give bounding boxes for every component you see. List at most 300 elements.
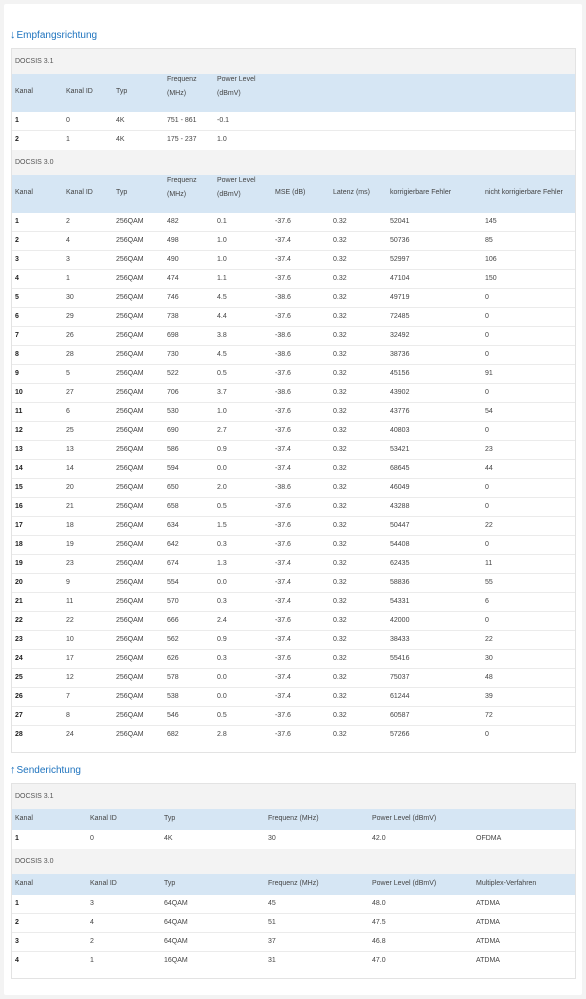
table-cell: 0.32 bbox=[333, 389, 347, 396]
table-cell: 38736 bbox=[390, 351, 410, 358]
table-cell: 490 bbox=[167, 256, 179, 263]
table-cell: -38.6 bbox=[275, 351, 291, 358]
col-header: Kanal bbox=[15, 88, 33, 95]
table-header-row bbox=[12, 809, 575, 830]
table-row bbox=[12, 384, 575, 403]
table-cell: 25 bbox=[15, 674, 23, 681]
table-cell: 27 bbox=[15, 712, 23, 719]
table-cell: 4 bbox=[66, 237, 70, 244]
table-row bbox=[12, 707, 575, 726]
table-cell: 40803 bbox=[390, 427, 410, 434]
table-cell: -37.4 bbox=[275, 636, 291, 643]
table-row bbox=[12, 112, 575, 131]
table-row bbox=[12, 650, 575, 669]
table-cell: 751 - 861 bbox=[167, 117, 197, 124]
col-header: Power Level (dBmV) bbox=[372, 880, 437, 887]
table-cell: 9 bbox=[66, 579, 70, 586]
table-cell: 32492 bbox=[390, 332, 410, 339]
table-cell: 10 bbox=[66, 636, 74, 643]
table-cell: 14 bbox=[15, 465, 23, 472]
table-cell: -37.6 bbox=[275, 275, 291, 282]
table-cell: 682 bbox=[167, 731, 179, 738]
table-cell: 46.8 bbox=[372, 938, 386, 945]
table-cell: 6 bbox=[66, 408, 70, 415]
table-cell: 256QAM bbox=[116, 579, 144, 586]
col-header: Typ bbox=[164, 880, 176, 887]
col-header: Kanal bbox=[15, 815, 33, 822]
table-cell: 586 bbox=[167, 446, 179, 453]
table-cell: 85 bbox=[485, 237, 493, 244]
table-cell: 31 bbox=[268, 957, 276, 964]
table-cell: 0.32 bbox=[333, 427, 347, 434]
table-cell: 22 bbox=[15, 617, 23, 624]
table-cell: 72485 bbox=[390, 313, 410, 320]
table-cell: 20 bbox=[15, 579, 23, 586]
table-cell: 0.32 bbox=[333, 446, 347, 453]
upstream-heading bbox=[10, 764, 81, 777]
table-cell: 175 - 237 bbox=[167, 136, 197, 143]
table-cell: 0 bbox=[485, 313, 489, 320]
table-cell: 49719 bbox=[390, 294, 410, 301]
table-cell: 0.32 bbox=[333, 522, 347, 529]
table-cell: 48 bbox=[485, 674, 493, 681]
table-cell: 17 bbox=[15, 522, 23, 529]
table-cell: 51 bbox=[268, 919, 276, 926]
table-cell: 68645 bbox=[390, 465, 410, 472]
table-cell: 42.0 bbox=[372, 835, 386, 842]
table-cell: 24 bbox=[15, 655, 23, 662]
table-cell: 28 bbox=[15, 731, 23, 738]
table-cell: 8 bbox=[66, 712, 70, 719]
table-cell: 256QAM bbox=[116, 370, 144, 377]
table-cell: 674 bbox=[167, 560, 179, 567]
col-header: nicht korrigierbare Fehler bbox=[485, 189, 563, 196]
table-cell: 1.1 bbox=[217, 275, 227, 282]
table-cell: 5 bbox=[15, 294, 19, 301]
table-cell: -37.6 bbox=[275, 712, 291, 719]
col-header: Frequenz (MHz) bbox=[268, 880, 319, 887]
table-cell: 5 bbox=[66, 370, 70, 377]
arrow-down-icon: ↓ bbox=[10, 29, 16, 41]
table-cell: 482 bbox=[167, 218, 179, 225]
table-cell: 256QAM bbox=[116, 655, 144, 662]
table-cell: 42000 bbox=[390, 617, 410, 624]
docsis30-downstream-rows bbox=[12, 213, 575, 745]
table-cell: 26 bbox=[15, 693, 23, 700]
table-cell: 3 bbox=[90, 900, 94, 907]
table-cell: 0.32 bbox=[333, 674, 347, 681]
table-cell: 22 bbox=[485, 522, 493, 529]
table-cell: 64QAM bbox=[164, 938, 188, 945]
table-cell: 650 bbox=[167, 484, 179, 491]
table-header-row bbox=[12, 874, 575, 895]
table-cell: 1 bbox=[66, 136, 70, 143]
table-cell: 19 bbox=[15, 560, 23, 567]
table-cell: 44 bbox=[485, 465, 493, 472]
table-cell: 2.4 bbox=[217, 617, 227, 624]
table-cell: 1.3 bbox=[217, 560, 227, 567]
table-cell: 26 bbox=[66, 332, 74, 339]
table-cell: 570 bbox=[167, 598, 179, 605]
table-cell: 28 bbox=[66, 351, 74, 358]
table-cell: 17 bbox=[66, 655, 74, 662]
table-cell: 690 bbox=[167, 427, 179, 434]
table-cell: 23 bbox=[485, 446, 493, 453]
table-cell: 0.32 bbox=[333, 541, 347, 548]
table-row bbox=[12, 536, 575, 555]
col-header: Kanal ID bbox=[66, 88, 93, 95]
table-cell: 4K bbox=[164, 835, 173, 842]
table-cell: 3 bbox=[66, 256, 70, 263]
col-header: Frequenz (MHz) bbox=[167, 76, 197, 97]
table-cell: 256QAM bbox=[116, 522, 144, 529]
table-cell: 256QAM bbox=[116, 636, 144, 643]
table-cell: 256QAM bbox=[116, 541, 144, 548]
table-cell: 46049 bbox=[390, 484, 410, 491]
table-cell: 1 bbox=[15, 900, 19, 907]
table-cell: 2 bbox=[90, 938, 94, 945]
table-cell: 91 bbox=[485, 370, 493, 377]
table-cell: 2 bbox=[66, 218, 70, 225]
table-cell: 23 bbox=[15, 636, 23, 643]
table-cell: 50736 bbox=[390, 237, 410, 244]
table-cell: -37.6 bbox=[275, 655, 291, 662]
col-header: korrigierbare Fehler bbox=[390, 189, 452, 196]
table-cell: 0.32 bbox=[333, 370, 347, 377]
upstream-table-box bbox=[11, 783, 576, 979]
table-cell: 30 bbox=[268, 835, 276, 842]
col-header: Kanal bbox=[15, 189, 33, 196]
table-row bbox=[12, 365, 575, 384]
table-cell: 16QAM bbox=[164, 957, 188, 964]
table-cell: 106 bbox=[485, 256, 497, 263]
table-cell: 0.32 bbox=[333, 636, 347, 643]
table-cell: 626 bbox=[167, 655, 179, 662]
table-cell: 3.8 bbox=[217, 332, 227, 339]
table-row bbox=[12, 213, 575, 232]
table-cell: ATDMA bbox=[476, 957, 500, 964]
table-cell: -37.6 bbox=[275, 617, 291, 624]
table-cell: 256QAM bbox=[116, 427, 144, 434]
table-cell: 0.32 bbox=[333, 465, 347, 472]
table-cell: 7 bbox=[66, 693, 70, 700]
table-cell: 29 bbox=[66, 313, 74, 320]
table-cell: 45156 bbox=[390, 370, 410, 377]
table-cell: 0 bbox=[485, 332, 489, 339]
table-cell: -38.6 bbox=[275, 332, 291, 339]
table-cell: 21 bbox=[15, 598, 23, 605]
table-cell: 11 bbox=[66, 598, 74, 605]
table-cell: 256QAM bbox=[116, 731, 144, 738]
docsis30-label: DOCSIS 3.0 bbox=[12, 849, 575, 874]
table-cell: 0.0 bbox=[217, 465, 227, 472]
table-cell: 14 bbox=[66, 465, 74, 472]
table-cell: 256QAM bbox=[116, 218, 144, 225]
table-cell: 0.1 bbox=[217, 218, 227, 225]
table-cell: 3 bbox=[15, 256, 19, 263]
table-cell: 0 bbox=[485, 427, 489, 434]
table-cell: 0.5 bbox=[217, 370, 227, 377]
table-cell: 8 bbox=[15, 351, 19, 358]
table-cell: -37.4 bbox=[275, 598, 291, 605]
table-cell: 256QAM bbox=[116, 446, 144, 453]
table-cell: 4K bbox=[116, 117, 125, 124]
table-cell: 0.32 bbox=[333, 655, 347, 662]
table-cell: 1 bbox=[90, 957, 94, 964]
table-row bbox=[12, 327, 575, 346]
table-cell: 4.5 bbox=[217, 351, 227, 358]
table-cell: 256QAM bbox=[116, 313, 144, 320]
docsis30-upstream-rows bbox=[12, 895, 575, 971]
table-cell: 0.9 bbox=[217, 636, 227, 643]
table-cell: 30 bbox=[485, 655, 493, 662]
col-header: MSE (dB) bbox=[275, 189, 306, 196]
table-cell: 20 bbox=[66, 484, 74, 491]
table-cell: 54331 bbox=[390, 598, 410, 605]
table-cell: 1.0 bbox=[217, 408, 227, 415]
table-cell: 4.4 bbox=[217, 313, 227, 320]
table-cell: 45 bbox=[268, 900, 276, 907]
table-cell: 52997 bbox=[390, 256, 410, 263]
table-cell: ATDMA bbox=[476, 938, 500, 945]
table-cell: 2.0 bbox=[217, 484, 227, 491]
table-row bbox=[12, 422, 575, 441]
table-cell: 658 bbox=[167, 503, 179, 510]
table-cell: 256QAM bbox=[116, 275, 144, 282]
table-cell: 746 bbox=[167, 294, 179, 301]
table-cell: 256QAM bbox=[116, 465, 144, 472]
table-cell: 11 bbox=[485, 560, 493, 567]
table-row bbox=[12, 460, 575, 479]
table-cell: 0 bbox=[90, 835, 94, 842]
col-header: Latenz (ms) bbox=[333, 189, 370, 196]
table-cell: 150 bbox=[485, 275, 497, 282]
table-row bbox=[12, 669, 575, 688]
table-cell: 498 bbox=[167, 237, 179, 244]
table-cell: 256QAM bbox=[116, 484, 144, 491]
table-cell: 57266 bbox=[390, 731, 410, 738]
table-cell: 256QAM bbox=[116, 332, 144, 339]
table-cell: 256QAM bbox=[116, 408, 144, 415]
col-header: Typ bbox=[116, 189, 128, 196]
table-cell: 19 bbox=[66, 541, 74, 548]
table-cell: 0 bbox=[485, 294, 489, 301]
table-cell: -37.6 bbox=[275, 408, 291, 415]
table-cell: 38433 bbox=[390, 636, 410, 643]
table-cell: 1.0 bbox=[217, 256, 227, 263]
table-cell: 0.0 bbox=[217, 693, 227, 700]
table-cell: -38.6 bbox=[275, 294, 291, 301]
col-header: Typ bbox=[164, 815, 176, 822]
table-cell: 634 bbox=[167, 522, 179, 529]
table-cell: 256QAM bbox=[116, 617, 144, 624]
upstream-title: Senderichtung bbox=[16, 765, 81, 776]
table-cell: 706 bbox=[167, 389, 179, 396]
table-cell: 15 bbox=[15, 484, 23, 491]
table-cell: 3.7 bbox=[217, 389, 227, 396]
table-cell: 0.3 bbox=[217, 598, 227, 605]
table-cell: 12 bbox=[15, 427, 23, 434]
table-cell: 0.32 bbox=[333, 484, 347, 491]
table-cell: -37.4 bbox=[275, 579, 291, 586]
table-cell: 554 bbox=[167, 579, 179, 586]
table-row bbox=[12, 517, 575, 536]
table-row bbox=[12, 131, 575, 150]
table-cell: 4K bbox=[116, 136, 125, 143]
table-cell: -38.6 bbox=[275, 484, 291, 491]
table-row bbox=[12, 479, 575, 498]
table-cell: 738 bbox=[167, 313, 179, 320]
table-cell: 0.32 bbox=[333, 408, 347, 415]
table-row bbox=[12, 612, 575, 631]
col-header: Kanal ID bbox=[66, 189, 93, 196]
table-cell: 43902 bbox=[390, 389, 410, 396]
table-cell: 0.32 bbox=[333, 560, 347, 567]
table-cell: 0 bbox=[485, 541, 489, 548]
table-cell: 256QAM bbox=[116, 294, 144, 301]
table-row bbox=[12, 688, 575, 707]
table-cell: -37.6 bbox=[275, 522, 291, 529]
table-cell: 48.0 bbox=[372, 900, 386, 907]
table-cell: 55416 bbox=[390, 655, 410, 662]
table-cell: 4 bbox=[15, 957, 19, 964]
docsis30-label: DOCSIS 3.0 bbox=[12, 150, 575, 175]
table-row bbox=[12, 289, 575, 308]
table-cell: -37.6 bbox=[275, 503, 291, 510]
table-cell: 145 bbox=[485, 218, 497, 225]
table-cell: 0 bbox=[485, 503, 489, 510]
table-cell: 18 bbox=[66, 522, 74, 529]
table-cell: 2.8 bbox=[217, 731, 227, 738]
table-cell: 22 bbox=[485, 636, 493, 643]
table-cell: 578 bbox=[167, 674, 179, 681]
table-cell: 12 bbox=[66, 674, 74, 681]
table-cell: 58836 bbox=[390, 579, 410, 586]
table-header-row bbox=[12, 175, 575, 213]
table-cell: 0.32 bbox=[333, 579, 347, 586]
table-cell: 0 bbox=[485, 351, 489, 358]
table-cell: 0.32 bbox=[333, 218, 347, 225]
table-cell: 594 bbox=[167, 465, 179, 472]
table-cell: 0.5 bbox=[217, 503, 227, 510]
col-header: Kanal ID bbox=[90, 815, 117, 822]
table-cell: -37.6 bbox=[275, 427, 291, 434]
table-cell: -37.6 bbox=[275, 541, 291, 548]
table-cell: 698 bbox=[167, 332, 179, 339]
table-cell: 256QAM bbox=[116, 674, 144, 681]
table-row bbox=[12, 441, 575, 460]
downstream-table-box bbox=[11, 48, 576, 753]
table-cell: -37.6 bbox=[275, 731, 291, 738]
table-cell: 522 bbox=[167, 370, 179, 377]
table-cell: -38.6 bbox=[275, 389, 291, 396]
table-cell: 530 bbox=[167, 408, 179, 415]
table-cell: 2.7 bbox=[217, 427, 227, 434]
table-cell: 2 bbox=[15, 136, 19, 143]
table-cell: ATDMA bbox=[476, 919, 500, 926]
col-header: Power Level (dBmV) bbox=[217, 177, 256, 198]
table-cell: 0.32 bbox=[333, 332, 347, 339]
table-row bbox=[12, 593, 575, 612]
table-cell: 43288 bbox=[390, 503, 410, 510]
table-header-row bbox=[12, 74, 575, 112]
table-cell: 1 bbox=[15, 835, 19, 842]
table-cell: 0.9 bbox=[217, 446, 227, 453]
table-cell: -37.4 bbox=[275, 560, 291, 567]
table-cell: 256QAM bbox=[116, 712, 144, 719]
table-cell: 1 bbox=[15, 218, 19, 225]
table-cell: 1 bbox=[15, 117, 19, 124]
table-cell: 53421 bbox=[390, 446, 410, 453]
arrow-up-icon: ↑ bbox=[10, 764, 16, 776]
table-row bbox=[12, 555, 575, 574]
table-row bbox=[12, 574, 575, 593]
table-cell: 538 bbox=[167, 693, 179, 700]
table-cell: 1 bbox=[66, 275, 70, 282]
table-cell: 11 bbox=[15, 408, 23, 415]
table-cell: 256QAM bbox=[116, 693, 144, 700]
col-header: Power Level (dBmV) bbox=[372, 815, 437, 822]
table-cell: 21 bbox=[66, 503, 74, 510]
col-header: Typ bbox=[116, 88, 128, 95]
downstream-heading bbox=[10, 29, 97, 42]
table-cell: 25 bbox=[66, 427, 74, 434]
table-row bbox=[12, 270, 575, 289]
table-cell: -37.6 bbox=[275, 370, 291, 377]
table-cell: 474 bbox=[167, 275, 179, 282]
table-cell: OFDMA bbox=[476, 835, 502, 842]
table-cell: 1.0 bbox=[217, 136, 227, 143]
table-cell: 4 bbox=[90, 919, 94, 926]
table-cell: 23 bbox=[66, 560, 74, 567]
table-cell: 0.32 bbox=[333, 237, 347, 244]
table-cell: 60587 bbox=[390, 712, 410, 719]
table-cell: 13 bbox=[66, 446, 74, 453]
table-cell: 730 bbox=[167, 351, 179, 358]
table-cell: -37.4 bbox=[275, 237, 291, 244]
table-cell: 75037 bbox=[390, 674, 410, 681]
table-cell: 64QAM bbox=[164, 900, 188, 907]
col-header: Kanal bbox=[15, 880, 33, 887]
table-cell: 47104 bbox=[390, 275, 410, 282]
table-row bbox=[12, 251, 575, 270]
table-row bbox=[12, 830, 575, 849]
table-row bbox=[12, 631, 575, 650]
table-cell: -37.4 bbox=[275, 693, 291, 700]
table-row bbox=[12, 346, 575, 365]
table-cell: 54 bbox=[485, 408, 493, 415]
col-header: Power Level (dBmV) bbox=[217, 76, 256, 97]
table-cell: 9 bbox=[15, 370, 19, 377]
table-cell: -37.4 bbox=[275, 465, 291, 472]
table-cell: 61244 bbox=[390, 693, 410, 700]
table-cell: 562 bbox=[167, 636, 179, 643]
table-cell: 0.32 bbox=[333, 598, 347, 605]
col-header: Frequenz (MHz) bbox=[167, 177, 197, 198]
table-cell: 0.32 bbox=[333, 731, 347, 738]
table-cell: 27 bbox=[66, 389, 74, 396]
table-cell: 55 bbox=[485, 579, 493, 586]
docsis31-upstream-rows bbox=[12, 830, 575, 849]
table-cell: 0.32 bbox=[333, 351, 347, 358]
table-cell: 546 bbox=[167, 712, 179, 719]
table-cell: ATDMA bbox=[476, 900, 500, 907]
col-header: Kanal ID bbox=[90, 880, 117, 887]
table-cell: 256QAM bbox=[116, 503, 144, 510]
table-cell: 256QAM bbox=[116, 560, 144, 567]
table-cell: 50447 bbox=[390, 522, 410, 529]
table-cell: 64QAM bbox=[164, 919, 188, 926]
